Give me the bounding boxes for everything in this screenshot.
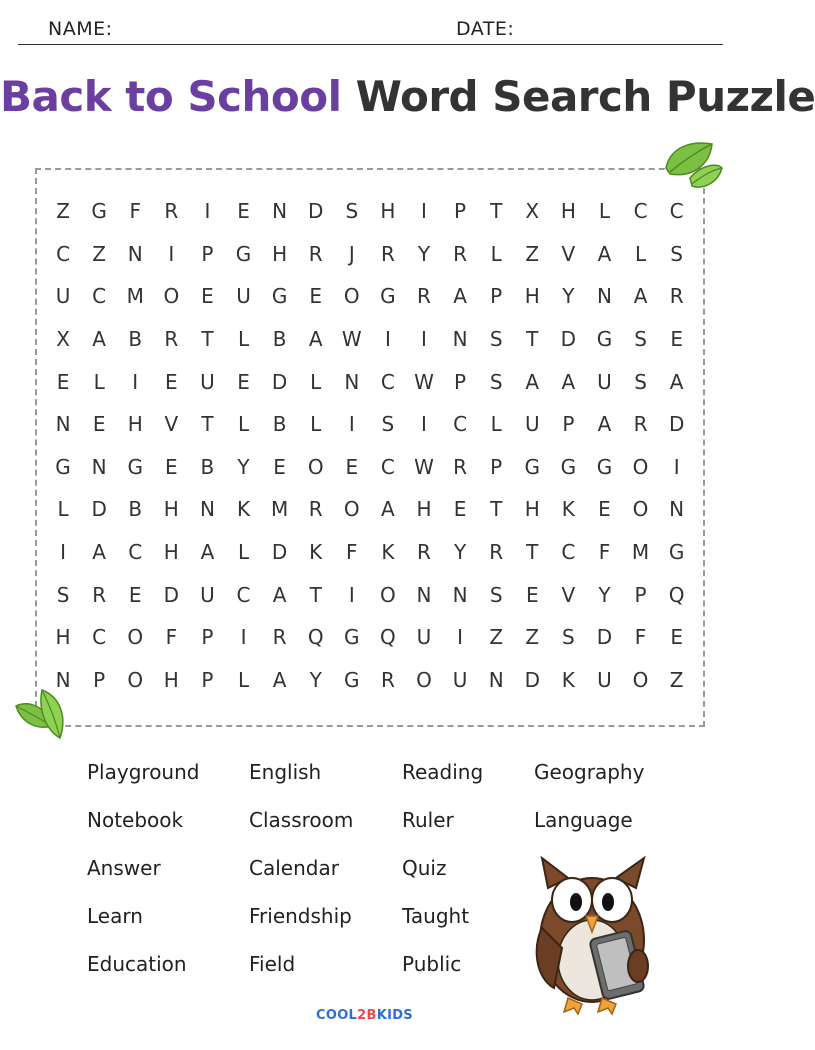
- grid-letter: O: [416, 667, 432, 692]
- grid-letter: S: [345, 199, 359, 224]
- grid-row: [45, 446, 695, 489]
- grid-letter: R: [92, 582, 107, 607]
- grid-letter: L: [237, 540, 250, 565]
- word-list-item: Public: [402, 952, 462, 976]
- word-list-item: Education: [87, 952, 187, 976]
- grid-letter: H: [272, 241, 288, 266]
- grid-letter: R: [380, 667, 395, 692]
- grid-letter: G: [668, 540, 685, 565]
- grid-letter: T: [490, 497, 503, 522]
- grid-letter: Y: [417, 241, 431, 266]
- word-list-item: Friendship: [249, 904, 352, 928]
- grid-letter: R: [669, 284, 684, 309]
- grid-letter: I: [421, 327, 427, 352]
- grid-letter: L: [634, 241, 647, 266]
- grid-letter: Y: [562, 284, 575, 309]
- grid-row: [45, 659, 695, 702]
- grid-letter: G: [235, 241, 252, 266]
- grid-letter: Z: [56, 199, 70, 224]
- grid-letter: N: [272, 199, 288, 224]
- grid-letter: R: [272, 625, 287, 650]
- grid-letter: Z: [525, 625, 540, 650]
- grid-letter: A: [669, 369, 684, 394]
- grid-letter: O: [632, 497, 649, 522]
- grid-letter: L: [93, 369, 105, 394]
- grid-letter: B: [272, 412, 287, 437]
- grid-letter: T: [309, 582, 322, 607]
- grid-letter: A: [525, 369, 540, 394]
- header-underline: [18, 44, 723, 45]
- grid-letter: Z: [669, 667, 684, 692]
- grid-letter: D: [163, 582, 180, 607]
- grid-letter: L: [237, 412, 250, 437]
- grid-letter: I: [384, 327, 391, 352]
- grid-letter: V: [561, 582, 576, 607]
- grid-letter: A: [272, 667, 287, 692]
- grid-letter: A: [453, 284, 467, 309]
- grid-letter: R: [489, 540, 504, 565]
- grid-letter: H: [416, 497, 432, 522]
- grid-letter: K: [381, 540, 395, 565]
- grid-letter: U: [236, 284, 251, 309]
- grid-letter: O: [127, 625, 144, 650]
- grid-letter: C: [128, 540, 143, 565]
- grid-letter: T: [526, 540, 539, 565]
- grid-letter: O: [343, 284, 360, 309]
- grid-letter: O: [307, 454, 324, 479]
- grid-letter: L: [237, 327, 250, 352]
- grid-letter: C: [92, 284, 107, 309]
- grid-letter: H: [127, 412, 143, 437]
- grid-letter: L: [490, 241, 502, 266]
- grid-letter: L: [310, 412, 322, 437]
- grid-letter: R: [453, 241, 468, 266]
- grid-letter: C: [380, 369, 395, 394]
- grid-letter: P: [490, 454, 503, 479]
- grid-letter: G: [91, 199, 107, 224]
- grid-letter: I: [421, 199, 427, 224]
- grid-letter: E: [598, 497, 611, 522]
- grid-letter: O: [163, 284, 180, 309]
- grid-letter: D: [91, 497, 107, 522]
- grid-letter: C: [380, 454, 395, 479]
- grid-letter: A: [597, 412, 612, 437]
- grid-letter: X: [525, 199, 540, 224]
- grid-letter: Y: [309, 667, 322, 692]
- grid-letter: S: [670, 241, 683, 266]
- grid-letter: G: [127, 454, 143, 479]
- grid-letter: L: [57, 497, 69, 522]
- grid-letter: E: [237, 199, 250, 224]
- word-list-item: Playground: [87, 760, 200, 784]
- grid-letter: Z: [489, 625, 504, 650]
- word-list-item: Notebook: [87, 808, 184, 832]
- grid-letter: R: [633, 412, 648, 437]
- word-list-item: Quiz: [402, 856, 447, 880]
- grid-letter: Y: [598, 582, 611, 607]
- grid-letter: E: [92, 412, 106, 437]
- grid-row: [45, 233, 695, 276]
- page-title: [0, 72, 815, 121]
- grid-letter: C: [453, 412, 468, 437]
- grid-letter: C: [92, 625, 107, 650]
- grid-letter: G: [55, 454, 71, 479]
- grid-letter: E: [345, 454, 359, 479]
- grid-letter: P: [454, 199, 467, 224]
- grid-letter: E: [201, 284, 214, 309]
- grid-letter: I: [168, 241, 175, 266]
- grid-letter: G: [560, 454, 577, 479]
- grid-letter: N: [416, 582, 432, 607]
- grid-letter: K: [309, 540, 323, 565]
- grid-letter: N: [488, 667, 504, 692]
- grid-letter: R: [417, 284, 431, 309]
- grid-letter: D: [596, 625, 613, 650]
- date-label: DATE:: [456, 18, 515, 40]
- grid-letter: A: [561, 369, 576, 394]
- grid-letter: K: [561, 497, 575, 522]
- grid-letter: Y: [453, 540, 467, 565]
- grid-letter: B: [200, 454, 215, 479]
- grid-letter: U: [200, 582, 215, 607]
- grid-letter: C: [669, 199, 684, 224]
- grid-letter: E: [309, 284, 323, 309]
- name-label: NAME:: [48, 18, 113, 40]
- title-part-purple: Back to School: [0, 72, 342, 121]
- grid-letter: K: [236, 497, 251, 522]
- grid-letter: U: [55, 284, 71, 309]
- grid-letter: T: [201, 327, 214, 352]
- logo-part-3: KIDS: [376, 1008, 413, 1023]
- grid-letter: N: [91, 454, 107, 479]
- word-list-item: Language: [534, 808, 633, 832]
- grid-letter: L: [237, 667, 250, 692]
- grid-letter: H: [163, 667, 179, 692]
- grid-letter: T: [201, 412, 214, 437]
- grid-letter: N: [199, 497, 215, 522]
- grid-letter: A: [92, 327, 106, 352]
- grid-letter: N: [452, 327, 468, 352]
- grid-letter: C: [236, 582, 251, 607]
- grid-letter: E: [165, 369, 178, 394]
- grid-letter: E: [56, 369, 70, 394]
- logo-part-1: COOL: [316, 1008, 358, 1023]
- grid-letter: Z: [525, 241, 540, 266]
- grid-row: [45, 616, 695, 659]
- grid-letter: P: [201, 625, 214, 650]
- grid-letter: E: [237, 369, 250, 394]
- grid-letter: S: [634, 369, 647, 394]
- grid-letter: H: [524, 497, 540, 522]
- grid-letter: P: [201, 241, 214, 266]
- grid-letter: S: [489, 369, 503, 394]
- letter-grid: [45, 190, 695, 701]
- word-list-item: Learn: [87, 904, 143, 928]
- grid-letter: U: [597, 369, 612, 394]
- grid-row: [45, 531, 695, 574]
- grid-letter: S: [489, 327, 503, 352]
- grid-letter: S: [489, 582, 503, 607]
- grid-letter: U: [452, 667, 468, 692]
- grid-letter: R: [308, 241, 323, 266]
- grid-letter: C: [561, 540, 576, 565]
- grid-letter: I: [240, 625, 247, 650]
- grid-letter: Q: [668, 582, 685, 607]
- word-list-item: Ruler: [402, 808, 454, 832]
- grid-letter: P: [490, 284, 503, 309]
- grid-letter: U: [524, 412, 540, 437]
- word-list-item: Answer: [87, 856, 161, 880]
- grid-letter: I: [348, 412, 355, 437]
- grid-letter: G: [524, 454, 541, 479]
- grid-letter: Q: [307, 625, 324, 650]
- grid-letter: H: [380, 199, 396, 224]
- grid-letter: I: [132, 369, 139, 394]
- word-list-item: Taught: [402, 904, 470, 928]
- grid-letter: M: [126, 284, 144, 309]
- grid-letter: E: [453, 497, 467, 522]
- grid-letter: K: [561, 667, 575, 692]
- grid-letter: R: [164, 327, 179, 352]
- grid-letter: S: [56, 582, 70, 607]
- grid-row: [45, 573, 695, 616]
- grid-letter: E: [273, 454, 286, 479]
- grid-letter: D: [271, 369, 288, 394]
- grid-letter: C: [56, 241, 71, 266]
- grid-letter: R: [417, 540, 431, 565]
- grid-row: [45, 318, 695, 361]
- grid-letter: R: [164, 199, 179, 224]
- grid-letter: N: [344, 369, 360, 394]
- grid-letter: H: [560, 199, 576, 224]
- grid-letter: G: [596, 454, 613, 479]
- grid-letter: H: [524, 284, 540, 309]
- grid-letter: G: [271, 284, 288, 309]
- grid-letter: F: [346, 540, 358, 565]
- grid-letter: Q: [380, 625, 396, 650]
- cool2bkids-logo: [316, 1008, 413, 1023]
- leaf-icon: [660, 138, 724, 194]
- grid-letter: B: [272, 327, 287, 352]
- grid-letter: U: [597, 667, 612, 692]
- grid-letter: N: [452, 582, 468, 607]
- word-list-item: Field: [249, 952, 296, 976]
- grid-letter: F: [129, 199, 141, 224]
- grid-letter: S: [381, 412, 395, 437]
- grid-letter: G: [596, 327, 613, 352]
- grid-letter: L: [598, 199, 611, 224]
- grid-letter: D: [271, 540, 288, 565]
- grid-letter: I: [673, 454, 680, 479]
- grid-letter: H: [163, 540, 179, 565]
- grid-row: [45, 488, 695, 531]
- grid-letter: A: [200, 540, 215, 565]
- grid-letter: Z: [92, 241, 106, 266]
- grid-letter: A: [308, 327, 323, 352]
- title-part-dark: Word Search Puzzle: [355, 72, 815, 121]
- grid-letter: A: [597, 241, 612, 266]
- grid-letter: D: [560, 327, 577, 352]
- grid-letter: V: [164, 412, 179, 437]
- grid-letter: G: [344, 625, 360, 650]
- grid-letter: L: [490, 412, 502, 437]
- owl-illustration: [528, 848, 660, 1018]
- grid-letter: P: [93, 667, 106, 692]
- grid-letter: N: [127, 241, 143, 266]
- grid-letter: Y: [237, 454, 250, 479]
- grid-letter: S: [562, 625, 575, 650]
- grid-letter: E: [670, 327, 683, 352]
- grid-letter: A: [92, 540, 106, 565]
- grid-letter: G: [344, 667, 360, 692]
- word-list-item: English: [249, 760, 322, 784]
- grid-letter: O: [632, 667, 649, 692]
- grid-letter: T: [490, 199, 503, 224]
- grid-letter: E: [525, 582, 539, 607]
- grid-letter: O: [380, 582, 396, 607]
- grid-letter: H: [55, 625, 71, 650]
- grid-letter: O: [127, 667, 144, 692]
- grid-letter: I: [60, 540, 66, 565]
- word-list-item: Classroom: [249, 808, 354, 832]
- grid-letter: G: [380, 284, 396, 309]
- grid-letter: N: [55, 667, 71, 692]
- grid-letter: A: [272, 582, 287, 607]
- grid-letter: W: [414, 454, 434, 479]
- grid-letter: E: [670, 625, 683, 650]
- grid-letter: C: [633, 199, 648, 224]
- grid-letter: P: [562, 412, 575, 437]
- grid-letter: R: [308, 497, 323, 522]
- grid-letter: A: [381, 497, 395, 522]
- grid-letter: W: [341, 327, 362, 352]
- grid-letter: B: [128, 327, 143, 352]
- grid-row: [45, 360, 695, 403]
- grid-row: [45, 403, 695, 446]
- grid-letter: D: [668, 412, 685, 437]
- grid-letter: S: [634, 327, 647, 352]
- grid-letter: R: [453, 454, 468, 479]
- grid-letter: N: [596, 284, 612, 309]
- grid-letter: B: [128, 497, 143, 522]
- grid-letter: D: [308, 199, 324, 224]
- grid-letter: F: [598, 540, 611, 565]
- grid-letter: P: [454, 369, 467, 394]
- grid-letter: M: [270, 497, 289, 522]
- grid-letter: A: [633, 284, 648, 309]
- grid-letter: P: [634, 582, 647, 607]
- grid-letter: I: [348, 582, 355, 607]
- grid-letter: R: [380, 241, 395, 266]
- grid-letter: E: [165, 454, 178, 479]
- grid-letter: I: [204, 199, 211, 224]
- grid-letter: I: [457, 625, 464, 650]
- grid-letter: O: [632, 454, 649, 479]
- grid-row: [45, 190, 695, 233]
- grid-letter: N: [55, 412, 71, 437]
- grid-letter: J: [348, 241, 355, 266]
- grid-letter: U: [416, 625, 432, 650]
- grid-letter: F: [165, 625, 178, 650]
- grid-letter: O: [343, 497, 360, 522]
- grid-letter: D: [524, 667, 540, 692]
- grid-letter: M: [631, 540, 650, 565]
- grid-letter: P: [201, 667, 214, 692]
- grid-letter: H: [163, 497, 179, 522]
- grid-row: [45, 275, 695, 318]
- logo-part-2: 2B: [357, 1008, 377, 1023]
- grid-letter: W: [414, 369, 434, 394]
- word-list-item: Calendar: [249, 856, 339, 880]
- word-list-item: Geography: [534, 760, 645, 784]
- grid-letter: V: [561, 241, 576, 266]
- grid-letter: L: [310, 369, 322, 394]
- grid-letter: F: [634, 625, 647, 650]
- grid-letter: I: [421, 412, 427, 437]
- grid-letter: U: [200, 369, 215, 394]
- word-list-item: Reading: [402, 760, 484, 784]
- grid-letter: T: [526, 327, 539, 352]
- grid-letter: N: [669, 497, 685, 522]
- grid-letter: E: [128, 582, 142, 607]
- grid-letter: X: [56, 327, 70, 352]
